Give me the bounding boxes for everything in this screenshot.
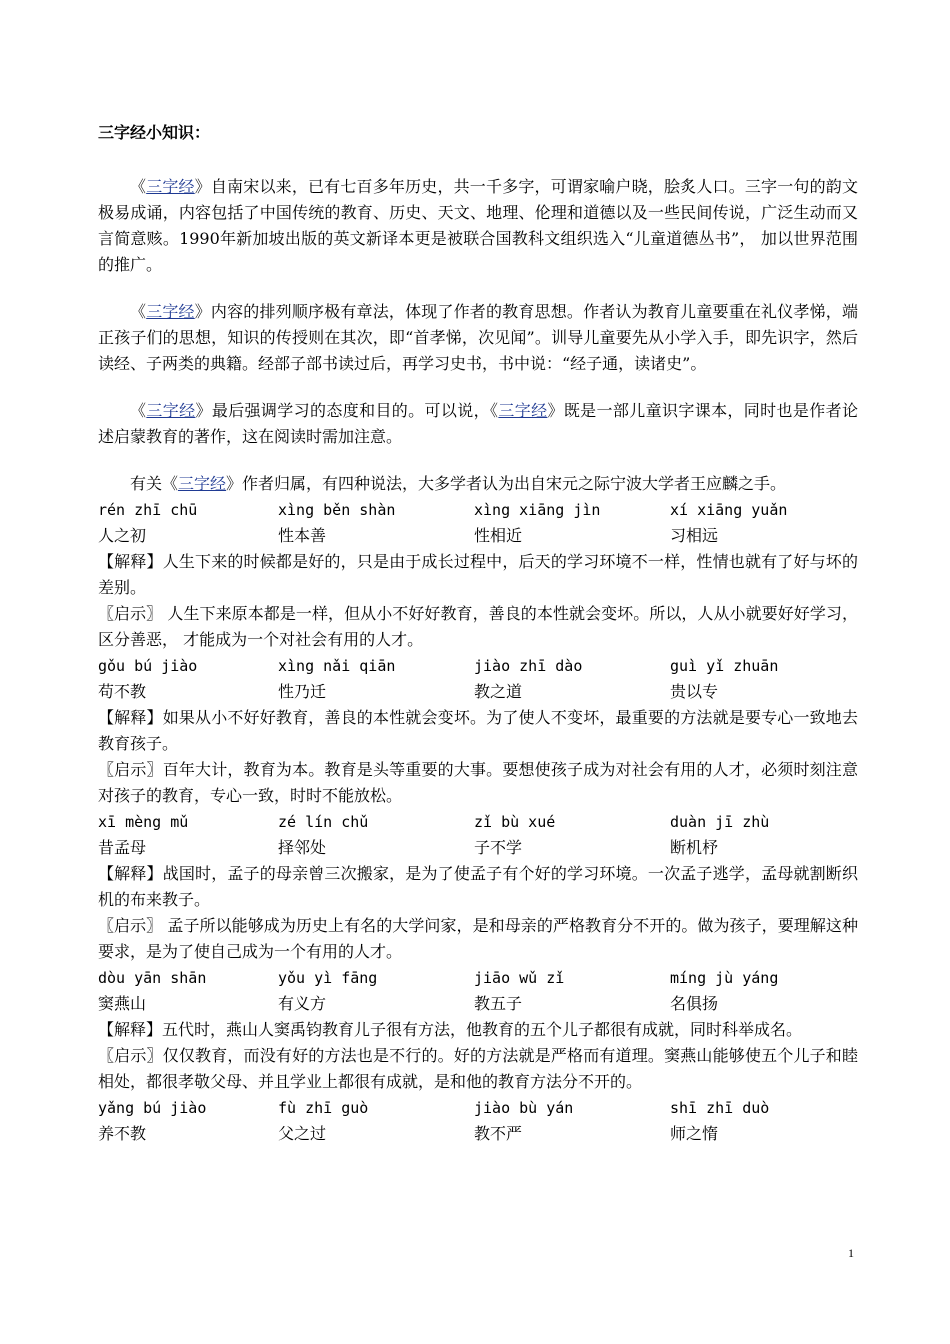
hanzi-cell: 子不学 (474, 838, 523, 857)
explanation: 【解释】战国时，孟子的母亲曾三次搬家，是为了使孟子有个好的学习环境。一次孟子逃学，孟母就割断织机的布来教子。 (98, 864, 858, 909)
hanzi-row (98, 679, 858, 705)
intro-paragraph-4 (98, 471, 858, 497)
sanzijing-link[interactable]: 三字经 (178, 474, 227, 493)
hanzi-cell: 性乃迁 (278, 682, 327, 701)
text: 《 (130, 177, 147, 196)
text: 》最后强调学习的态度和目的。可以说，《 (195, 401, 499, 420)
pinyin-cell: jiào bù yán (474, 1099, 574, 1117)
pinyin-cell: xìng nǎi qiān (278, 657, 396, 675)
hanzi-row (98, 835, 858, 861)
pinyin-cell: shī zhī duò (670, 1099, 770, 1117)
sanzijing-link[interactable]: 三字经 (146, 302, 195, 321)
intro-paragraph-1 (98, 174, 858, 278)
pinyin-row (98, 497, 858, 523)
insight: 〖启示〗百年大计，教育为本。教育是头等重要的大事。要想使孩子成为对社会有用的人才，必须时刻注意对孩子的教育，专心一致，时时不能放松。 (98, 760, 858, 805)
pinyin-row (98, 809, 858, 835)
pinyin-cell: xī mèng mǔ (98, 813, 189, 831)
pinyin-cell: jiāo wǔ zǐ (474, 969, 565, 987)
sanzijing-link[interactable]: 三字经 (498, 401, 548, 420)
explanation: 【解释】人生下来的时候都是好的，只是由于成长过程中，后天的学习环境不一样，性情也就有了好与坏的差别。 (98, 552, 858, 597)
hanzi-cell: 性相近 (474, 526, 523, 545)
verse-section (98, 497, 858, 1147)
page-title: 三字经小知识： (98, 123, 211, 142)
pinyin-cell: gǒu bú jiào (98, 657, 198, 675)
text: 《 (130, 302, 147, 321)
insight: 〖启示〗 人生下来原本都是一样，但从小不好好教育，善良的本性就会变坏。所以，人从小就要好好学习， 区分善恶， 才能成为一个对社会有用的人才。 (98, 604, 858, 649)
sanzijing-link[interactable]: 三字经 (146, 177, 195, 196)
hanzi-cell: 习相远 (670, 526, 719, 545)
insight: 〖启示〗仅仅教育，而没有好的方法也是不行的。好的方法就是严格而有道理。窦燕山能够使五个儿子和睦相处，都很孝敬父母、并且学业上都很有成就，是和他的教育方法分不开的。 (98, 1046, 858, 1091)
hanzi-row (98, 1121, 858, 1147)
hanzi-cell: 有义方 (278, 994, 327, 1013)
text: 《 (130, 401, 147, 420)
pinyin-cell: yǎng bú jiào (98, 1099, 207, 1117)
hanzi-cell: 断机杼 (670, 838, 719, 857)
pinyin-cell: jiào zhī dào (474, 657, 583, 675)
hanzi-cell: 窦燕山 (98, 994, 147, 1013)
hanzi-cell: 苟不教 (98, 682, 147, 701)
pinyin-cell: míng jù yáng (670, 969, 779, 987)
hanzi-cell: 择邻处 (278, 838, 327, 857)
text: 》自南宋以来，已有七百多年历史，共一千多字，可谓家喻户晓，脍炙人口。三字一句的韵文极易成诵，内容包括了中国传统的教育、历史、天文、地理、伦理和道德以及一些民间传说，广泛生动而又言简意赅。1990年新加坡出版的英文新译本更是被联合国教科文组织选入“儿童道德丛书”， 加以世界范围的推广。 (98, 177, 858, 274)
hanzi-cell: 教之道 (474, 682, 523, 701)
text: 》作者归属，有四种说法，大多学者认为出自宋元之际宁波大学者王应麟之手。 (226, 474, 787, 493)
pinyin-cell: zǐ bù xué (474, 813, 556, 831)
text: 》内容的排列顺序极有章法，体现了作者的教育思想。作者认为教育儿童要重在礼仪孝悌，端正孩子们的思想，知识的传授则在其次，即“首孝悌，次见闻”。训导儿童要先从小学入手，即先识字，然后读经、子两类的典籍。经部子部书读过后，再学习史书，书中说：“经子通，读诸史”。 (98, 302, 858, 373)
pinyin-row (98, 965, 858, 991)
pinyin-cell: zé lín chǔ (278, 813, 369, 831)
hanzi-cell: 师之惰 (670, 1124, 719, 1143)
intro-paragraph-2 (98, 299, 858, 377)
text: 有关《 (130, 474, 179, 493)
pinyin-cell: guì yǐ zhuān (670, 657, 779, 675)
insight: 〖启示〗 孟子所以能够成为历史上有名的大学问家，是和母亲的严格教育分不开的。做为孩子，要理解这种要求，是为了使自己成为一个有用的人才。 (98, 916, 858, 961)
explanation: 【解释】五代时，燕山人窦禹钧教育儿子很有方法，他教育的五个儿子都很有成就，同时科举成名。 (98, 1020, 803, 1039)
pinyin-row (98, 653, 858, 679)
pinyin-cell: xìng xiāng jìn (474, 501, 601, 519)
document-page (98, 122, 858, 1147)
hanzi-cell: 名俱扬 (670, 994, 719, 1013)
hanzi-cell: 人之初 (98, 526, 147, 545)
page-number: 1 (848, 1246, 854, 1260)
pinyin-cell: xí xiāng yuǎn (670, 501, 788, 519)
sanzijing-link[interactable]: 三字经 (146, 401, 196, 420)
pinyin-row (98, 1095, 858, 1121)
pinyin-cell: xìng běn shàn (278, 501, 396, 519)
hanzi-cell: 昔孟母 (98, 838, 147, 857)
pinyin-cell: yǒu yì fāng (278, 969, 378, 987)
hanzi-cell: 教不严 (474, 1124, 523, 1143)
hanzi-cell: 教五子 (474, 994, 523, 1013)
intro-paragraph-3 (98, 398, 858, 450)
hanzi-cell: 父之过 (278, 1124, 327, 1143)
pinyin-cell: duàn jī zhù (670, 813, 770, 831)
hanzi-cell: 性本善 (278, 526, 327, 545)
text: 》既是一部儿童识字课本，同时也是作者论述启蒙教育的著作，这在阅读时需加注意。 (98, 401, 858, 446)
hanzi-cell: 养不教 (98, 1124, 147, 1143)
hanzi-row (98, 523, 858, 549)
pinyin-cell: fù zhī guò (278, 1099, 369, 1117)
explanation: 【解释】如果从小不好好教育，善良的本性就会变坏。为了使人不变坏，最重要的方法就是要专心一致地去教育孩子。 (98, 708, 858, 753)
hanzi-row (98, 991, 858, 1017)
hanzi-cell: 贵以专 (670, 682, 719, 701)
pinyin-cell: rén zhī chū (98, 501, 198, 519)
pinyin-cell: dòu yān shān (98, 969, 207, 987)
